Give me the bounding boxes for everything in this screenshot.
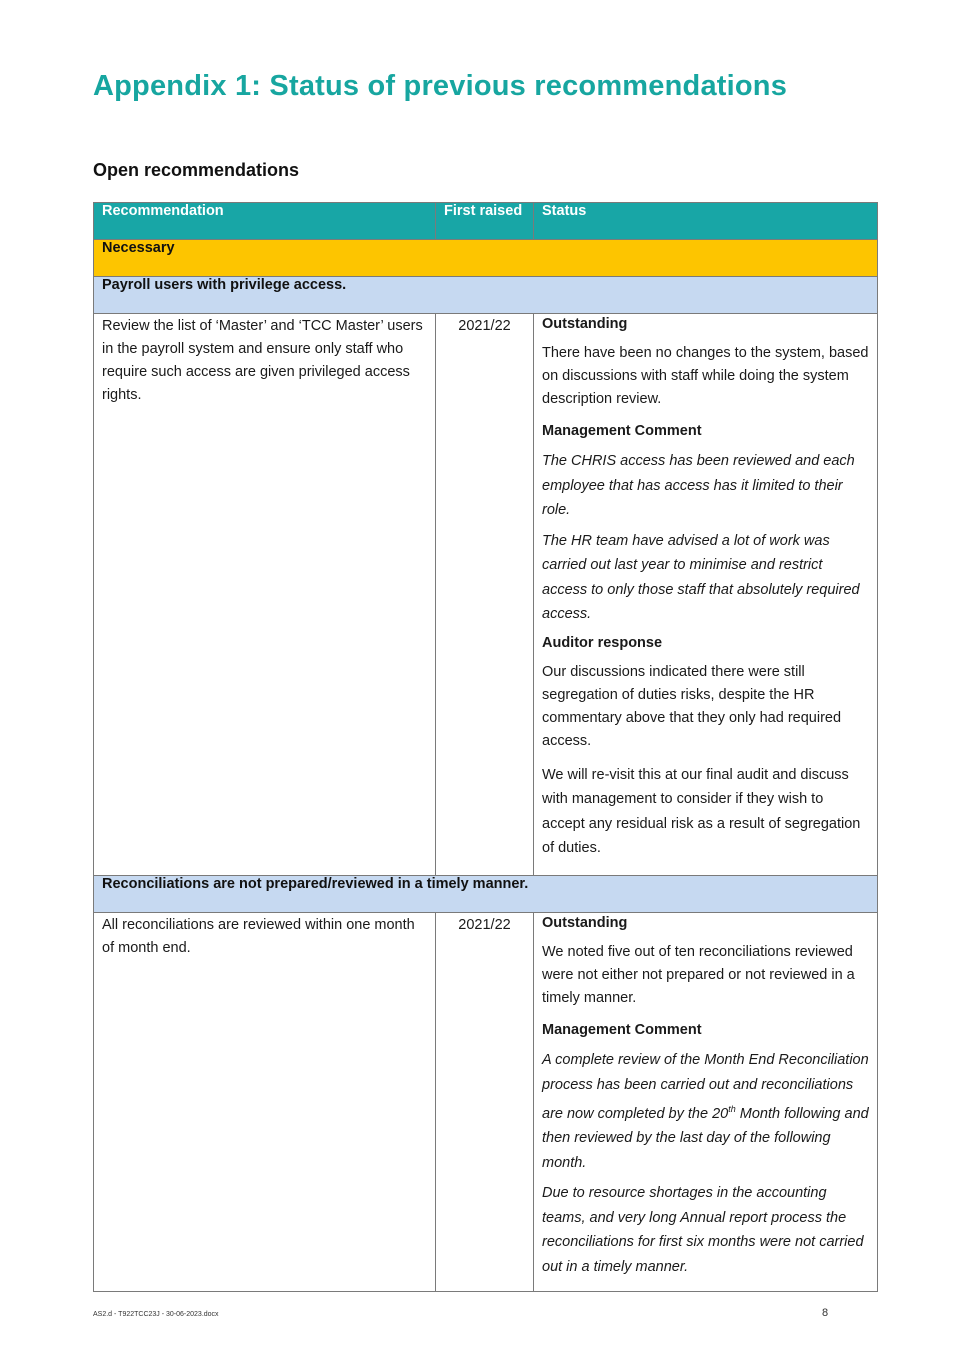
recommendation-text: Review the list of ‘Master’ and ‘TCC Master’ users in the payroll system and ensure only staff who require such access are given privileged access rights. bbox=[102, 318, 423, 403]
ordinal-suffix: th bbox=[728, 1104, 736, 1114]
status-cell bbox=[534, 314, 878, 876]
document-reference: AS2.d - T922TCC23J - 30-06-2023.docx bbox=[93, 1311, 219, 1318]
first-raised-cell bbox=[436, 314, 534, 876]
group-title: Payroll users with privilege access. bbox=[94, 277, 878, 314]
table-row bbox=[94, 913, 878, 1292]
status-label: Outstanding bbox=[542, 316, 628, 332]
recommendation-cell bbox=[94, 913, 436, 1292]
recommendation-text: All reconciliations are reviewed within one month of month end. bbox=[102, 917, 415, 956]
status-text: We noted five out of ten reconciliations reviewed were not either not prepared or not reviewed in a timely manner. bbox=[542, 944, 855, 1006]
priority-row bbox=[94, 240, 878, 277]
auditor-response: Our discussions indicated there were still segregation of duties risks, despite the HR commentary above that they only had required access. bbox=[542, 663, 842, 749]
page-title: Appendix 1: Status of previous recommendations bbox=[93, 70, 788, 102]
first-raised-year: 2021/22 bbox=[458, 917, 511, 933]
auditor-response: We will re-visit this at our final audit and discuss with management to consider if they wish to accept any residual risk as a result of segregation of duties. bbox=[542, 766, 861, 856]
section-title: Open recommendations bbox=[93, 160, 300, 180]
group-title-row bbox=[94, 277, 878, 314]
group-title-row bbox=[94, 876, 878, 913]
management-comment bbox=[542, 1048, 869, 1175]
first-raised-cell bbox=[436, 913, 534, 1292]
management-comment-part: Month following and then reviewed by the last day of the following month. bbox=[542, 1105, 869, 1171]
group-title: Reconciliations are not prepared/reviewed in a timely manner. bbox=[94, 876, 878, 913]
management-comment-label: Management Comment bbox=[542, 1022, 702, 1038]
page-number: 8 bbox=[822, 1307, 829, 1319]
management-comment: Due to resource shortages in the accounting teams, and very long Annual report process the reconciliations for first six months were not carried out in a timely manner. bbox=[542, 1185, 864, 1275]
management-comment-part: A complete review of the Month End Reconciliation process has been carried out and reconciliations are now completed by the 20 bbox=[542, 1052, 869, 1122]
column-header-first-raised: First raised bbox=[436, 203, 534, 240]
recommendations-table bbox=[93, 202, 878, 1292]
table-row bbox=[94, 314, 878, 876]
status-label: Outstanding bbox=[542, 915, 628, 931]
table-header-row bbox=[94, 203, 878, 240]
auditor-response-label: Auditor response bbox=[542, 634, 663, 651]
management-comment-label: Management Comment bbox=[542, 423, 702, 439]
status-text: There have been no changes to the system, based on discussions with staff while doing the system description review. bbox=[542, 345, 869, 407]
management-comment: The CHRIS access has been reviewed and each employee that has access has it limited to their role. bbox=[542, 453, 855, 518]
column-header-status: Status bbox=[534, 203, 878, 240]
column-header-recommendation: Recommendation bbox=[94, 203, 436, 240]
recommendation-cell bbox=[94, 314, 436, 876]
status-cell bbox=[534, 913, 878, 1292]
management-comment: The HR team have advised a lot of work was carried out last year to minimise and restrict access to only those staff that absolutely required access. bbox=[542, 532, 860, 622]
first-raised-year: 2021/22 bbox=[458, 318, 511, 334]
priority-label: Necessary bbox=[94, 240, 878, 277]
